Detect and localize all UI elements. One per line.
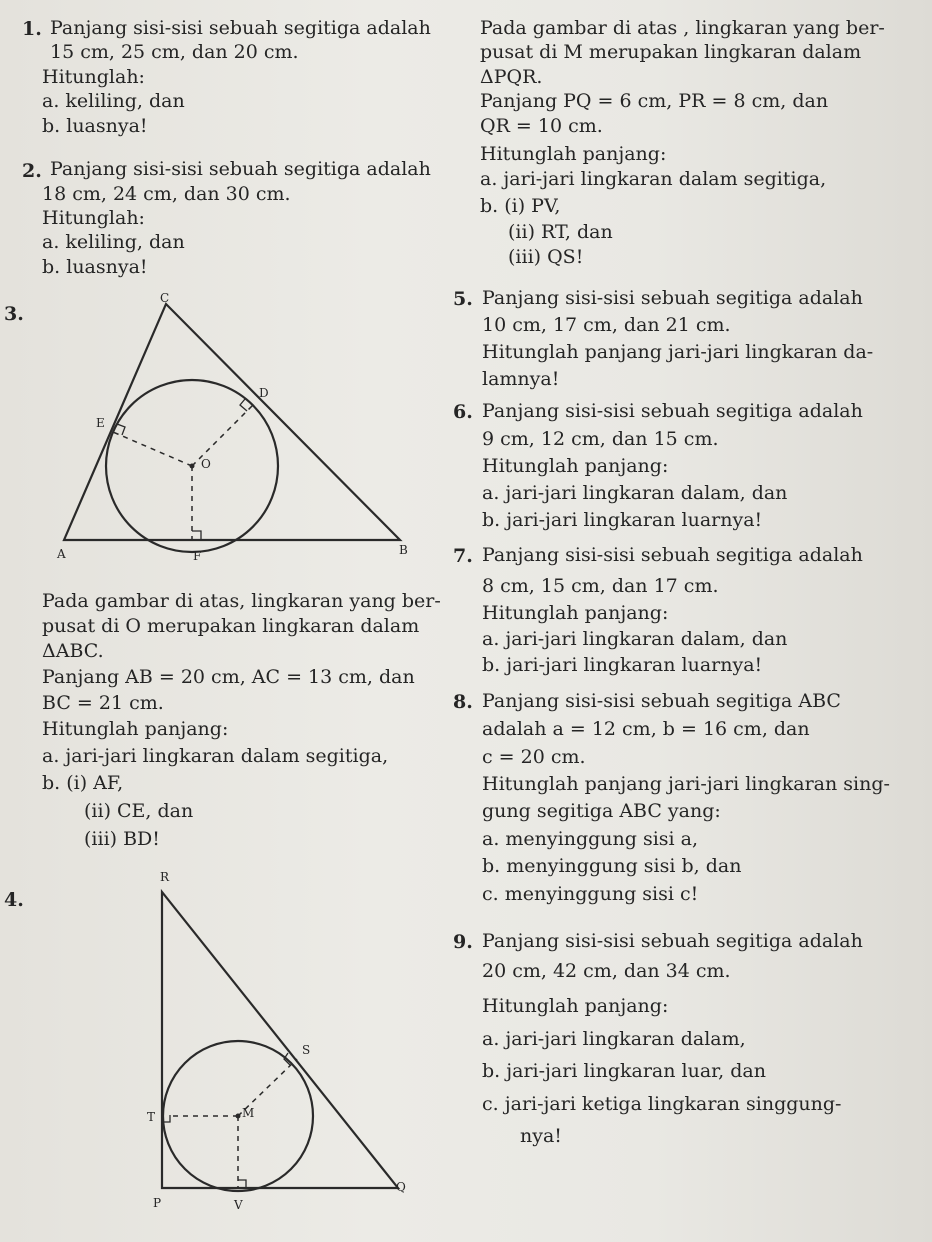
problem-3-line: pusat di O merupakan lingkaran dalam: [42, 615, 420, 637]
problem-9-number: 9.: [453, 931, 473, 953]
problem-2-number: 2.: [22, 160, 42, 182]
problem-4-line: (ii) RT, dan: [508, 221, 613, 243]
problem-4-line: pusat di M merupakan lingkaran dalam: [480, 41, 862, 63]
vertex-label-b: B: [399, 543, 408, 557]
problem-6-line: Hitunglah panjang:: [482, 455, 669, 477]
problem-9-line: c. jari-jari ketiga lingkaran singgung-: [482, 1093, 842, 1115]
problem-3-line: BC = 21 cm.: [42, 692, 164, 714]
problem-1-number: 1.: [22, 18, 42, 40]
problem-8-number: 8.: [453, 691, 473, 713]
triangle-pqr-incircle-figure: [120, 868, 420, 1228]
problem-1-line: a. keliling, dan: [42, 90, 185, 112]
problem-6-line: 9 cm, 12 cm, dan 15 cm.: [482, 428, 719, 450]
problem-7-line: b. jari-jari lingkaran luarnya!: [482, 654, 763, 676]
problem-4-line: a. jari-jari lingkaran dalam segitiga,: [480, 168, 827, 190]
problem-3-line: Hitunglah panjang:: [42, 718, 229, 740]
problem-8-line: adalah a = 12 cm, b = 16 cm, dan: [482, 718, 810, 740]
problem-2-line: Hitunglah:: [42, 207, 145, 229]
problem-4-line: QR = 10 cm.: [480, 115, 603, 137]
tangent-label-s: S: [302, 1043, 311, 1057]
problem-3-line: (ii) CE, dan: [84, 800, 194, 822]
problem-3-line: ΔABC.: [42, 640, 104, 662]
problem-9-line: Hitunglah panjang:: [482, 995, 669, 1017]
problem-4-line: (iii) QS!: [508, 246, 584, 268]
problem-1-line: b. luasnya!: [42, 115, 148, 137]
problem-6-line: b. jari-jari lingkaran luarnya!: [482, 509, 763, 531]
problem-7-line: Panjang sisi-sisi sebuah segitiga adalah: [482, 544, 863, 566]
problem-3-number: 3.: [4, 303, 24, 325]
problem-5-line: lamnya!: [482, 368, 560, 390]
problem-3-line: b. (i) AF,: [42, 772, 124, 794]
vertex-label-c: C: [160, 291, 170, 305]
problem-9-line: Panjang sisi-sisi sebuah segitiga adalah: [482, 930, 863, 952]
problem-7-number: 7.: [453, 545, 473, 567]
center-label-m: M: [242, 1106, 255, 1120]
problem-6-line: Panjang sisi-sisi sebuah segitiga adalah: [482, 400, 863, 422]
problem-4-line: Pada gambar di atas , lingkaran yang ber-: [480, 17, 885, 39]
problem-6-number: 6.: [453, 401, 473, 423]
problem-2-line: Panjang sisi-sisi sebuah segitiga adalah: [50, 158, 431, 180]
problem-3-line: a. jari-jari lingkaran dalam segitiga,: [42, 745, 389, 767]
problem-7-line: 8 cm, 15 cm, dan 17 cm.: [482, 575, 719, 597]
problem-8-line: c = 20 cm.: [482, 746, 586, 768]
problem-9-line: nya!: [520, 1125, 562, 1147]
problem-3-line: (iii) BD!: [84, 828, 160, 850]
problem-5-line: 10 cm, 17 cm, dan 21 cm.: [482, 314, 731, 336]
problem-1-line: Hitunglah:: [42, 66, 145, 88]
problem-2-line: b. luasnya!: [42, 256, 148, 278]
triangle-abc-incircle-figure: [30, 288, 430, 568]
problem-4-line: ΔPQR.: [480, 66, 543, 88]
problem-8-line: a. menyinggung sisi a,: [482, 828, 699, 850]
problem-5-number: 5.: [453, 288, 473, 310]
tangent-label-v: V: [234, 1198, 243, 1212]
problem-2-line: a. keliling, dan: [42, 231, 185, 253]
problem-8-line: Panjang sisi-sisi sebuah segitiga ABC: [482, 690, 841, 712]
center-label-o: O: [201, 457, 211, 471]
problem-8-line: b. menyinggung sisi b, dan: [482, 855, 742, 877]
problem-9-line: 20 cm, 42 cm, dan 34 cm.: [482, 960, 731, 982]
problem-6-line: a. jari-jari lingkaran dalam, dan: [482, 482, 788, 504]
problem-4-line: b. (i) PV,: [480, 195, 561, 217]
problem-5-line: Hitunglah panjang jari-jari lingkaran da-: [482, 341, 874, 363]
problem-7-line: a. jari-jari lingkaran dalam, dan: [482, 628, 788, 650]
problem-2-line: 18 cm, 24 cm, dan 30 cm.: [42, 183, 291, 205]
problem-8-line: Hitunglah panjang jari-jari lingkaran sing-: [482, 773, 890, 795]
tangent-label-d: D: [259, 386, 269, 400]
problem-8-line: gung segitiga ABC yang:: [482, 800, 721, 822]
vertex-label-q: Q: [396, 1180, 406, 1194]
vertex-label-a: A: [57, 547, 66, 561]
tangent-label-e: E: [96, 416, 105, 430]
problem-4-number: 4.: [4, 889, 24, 911]
tangent-label-t: T: [147, 1110, 156, 1124]
vertex-label-r: R: [160, 870, 170, 884]
problem-3-line: Panjang AB = 20 cm, AC = 13 cm, dan: [42, 666, 415, 688]
tangent-label-f: F: [193, 549, 202, 563]
problem-9-line: a. jari-jari lingkaran dalam,: [482, 1028, 746, 1050]
problem-8-line: c. menyinggung sisi c!: [482, 883, 699, 905]
problem-4-line: Panjang PQ = 6 cm, PR = 8 cm, dan: [480, 90, 829, 112]
problem-5-line: Panjang sisi-sisi sebuah segitiga adalah: [482, 287, 863, 309]
problem-7-line: Hitunglah panjang:: [482, 602, 669, 624]
problem-9-line: b. jari-jari lingkaran luar, dan: [482, 1060, 766, 1082]
problem-1-line: Panjang sisi-sisi sebuah segitiga adalah: [50, 17, 431, 39]
problem-4-line: Hitunglah panjang:: [480, 143, 667, 165]
vertex-label-p: P: [153, 1196, 162, 1210]
problem-1-line: 15 cm, 25 cm, dan 20 cm.: [50, 41, 299, 63]
problem-3-line: Pada gambar di atas, lingkaran yang ber-: [42, 590, 441, 612]
